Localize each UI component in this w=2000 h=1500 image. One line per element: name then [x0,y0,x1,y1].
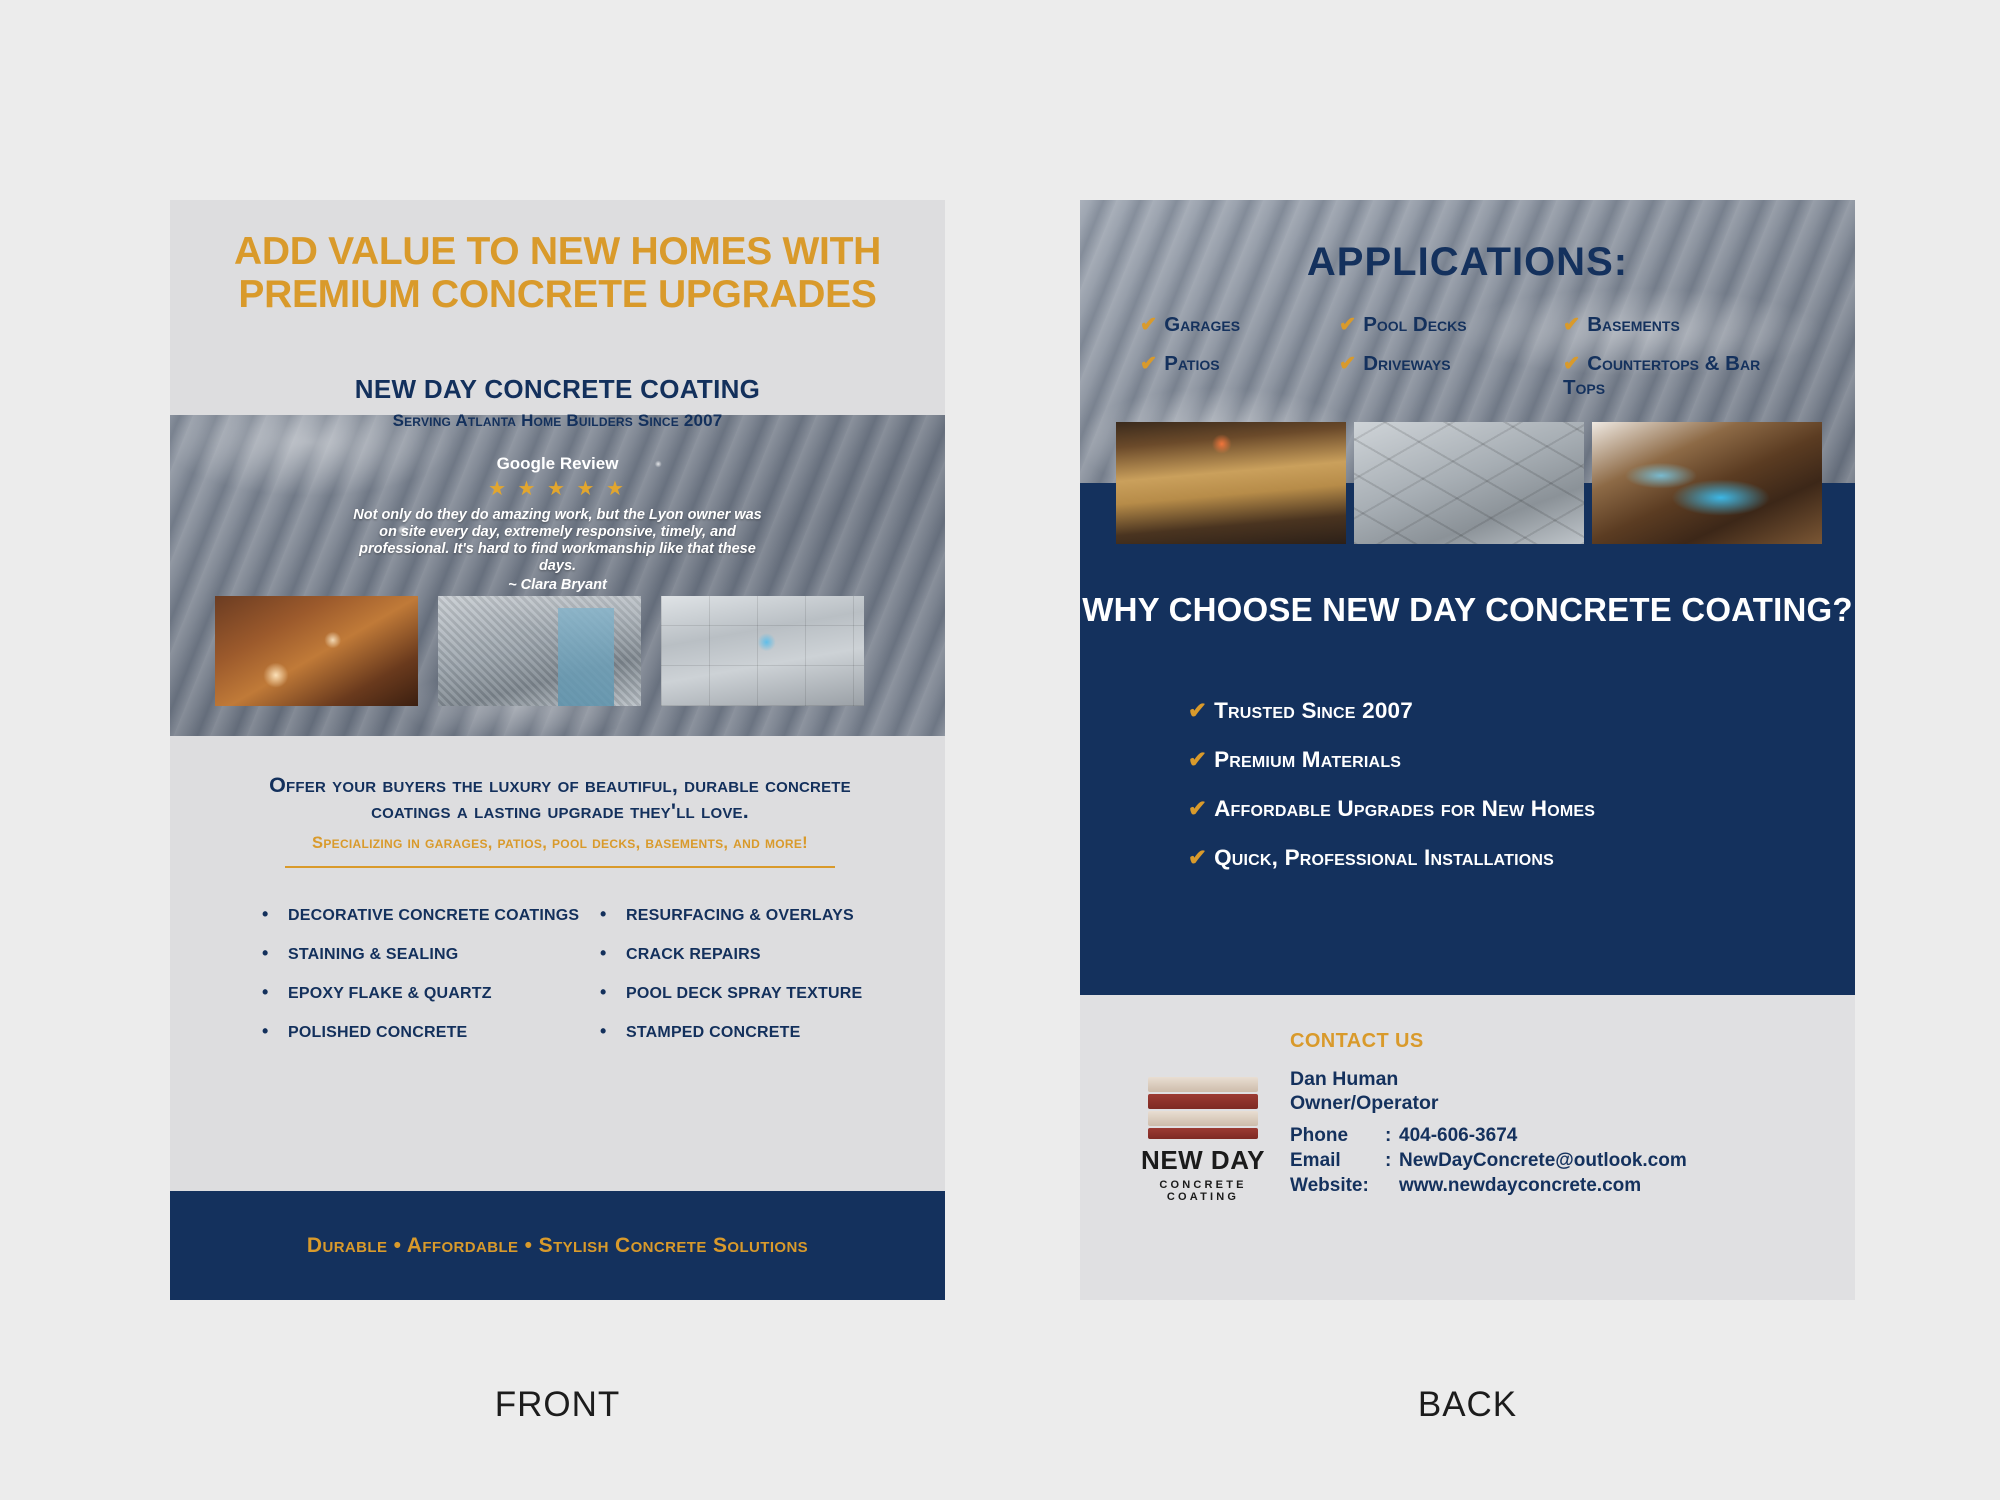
check-icon: ✔ [1140,313,1158,336]
review-text: Not only do they do amazing work, but the Lyon owner was on site every day, extremely responsive, timely, and professional. It's hard to find workmanship like that these days. [353,507,762,574]
why-item-label: Affordable Upgrades for New Homes [1214,796,1596,821]
service-label: POOL DECK SPRAY TEXTURE [626,985,863,1002]
review-source-label: Google Review [496,454,619,473]
bullet-icon: • [600,943,607,963]
front-header-panel [170,200,945,430]
check-icon: ✔ [1188,796,1208,821]
check-icon: ✔ [1563,352,1581,375]
check-icon: ✔ [1563,313,1581,336]
list-item [1339,351,1539,400]
check-icon: ✔ [1188,698,1208,723]
contact-person [1290,1067,1438,1115]
offer-statement: Offer your buyers the luxury of beautiful, durable concrete coatings a lasting upgrade they'll love. [269,773,851,823]
service-label: POLISHED CONCRETE [288,1024,468,1041]
bullet-icon: • [600,982,607,1002]
applications-list [1140,312,1800,400]
application-label: Patios [1164,352,1220,375]
project-photo-5 [1354,422,1584,544]
flyer-front [170,200,945,1300]
list-item [1188,796,1828,822]
website-value[interactable]: www.newdayconcrete.com [1399,1175,1642,1196]
contact-role: Owner/Operator [1290,1092,1439,1114]
bullet-icon: • [262,982,269,1002]
email-value[interactable]: NewDayConcrete@outlook.com [1399,1150,1687,1171]
contact-panel [1080,995,1855,1300]
google-review [170,454,945,593]
why-choose-list [1188,698,1828,894]
front-footer-text: Durable • Affordable • Stylish Concrete Solutions [306,1233,809,1257]
service-label: EPOXY FLAKE & QUARTZ [288,985,492,1002]
services-column-right [600,904,930,1060]
brand-tagline: Serving Atlanta Home Builders Since 2007 [392,411,723,430]
check-icon: ✔ [1140,352,1158,375]
check-icon: ✔ [1188,845,1208,870]
phone-label: Phone [1290,1125,1349,1146]
project-photo-6 [1592,422,1822,544]
list-item [262,943,592,964]
front-footer-bar [170,1191,945,1300]
list-item [1563,351,1798,400]
project-photo-1 [215,596,418,706]
contact-details [1290,1123,1687,1198]
contact-row-website [1290,1173,1687,1198]
review-author: ~ Clara Bryant [508,577,607,593]
service-label: DECORATIVE CONCRETE COATINGS [288,907,580,924]
list-item [1140,351,1315,400]
colon-separator: : [1385,1150,1392,1171]
contact-name: Dan Human [1290,1068,1399,1090]
check-icon: ✔ [1188,747,1208,772]
service-label: STAMPED CONCRETE [626,1024,801,1041]
page-title: ADD VALUE TO NEW HOMES WITH PREMIUM CONCRETE UPGRADES [234,230,881,316]
email-label: Email [1290,1150,1341,1171]
specializing-line: Specializing in garages, patios, pool decks, basements, and more! [312,834,808,852]
list-item [600,904,930,925]
website-label: Website: [1290,1175,1369,1196]
logo-mark-icon [1148,1077,1258,1139]
project-photo-2 [438,596,641,706]
brand-name: NEW DAY CONCRETE COATING [354,374,761,404]
logo [1128,1077,1278,1203]
why-item-label: Trusted Since 2007 [1214,698,1413,723]
service-label: CRACK REPAIRS [626,946,761,963]
caption-back: BACK [1417,1385,1518,1424]
list-item [1188,747,1828,773]
contact-row-email [1290,1148,1687,1173]
project-photo-3 [661,596,864,706]
phone-value[interactable]: 404-606-3674 [1399,1125,1518,1146]
front-body-panel [170,736,945,1191]
logo-subtitle: CONCRETE COATING [1159,1179,1247,1203]
list-item [600,1021,930,1042]
check-icon: ✔ [1339,352,1357,375]
list-item [262,1021,592,1042]
why-choose-panel [1080,483,1855,995]
list-item [1188,698,1828,724]
application-label: Basements [1587,313,1680,336]
contact-title: CONTACT US [1290,1030,1424,1052]
list-item [1563,312,1798,337]
application-label: Driveways [1363,352,1451,375]
list-item [1188,845,1828,871]
service-label: STAINING & SEALING [288,946,459,963]
application-label: Pool Decks [1363,313,1467,336]
back-photo-strip [1116,422,1822,544]
why-choose-title: WHY CHOOSE NEW DAY CONCRETE COATING? [1082,591,1853,628]
bullet-icon: • [600,1021,607,1041]
application-label: Countertops & Bar Tops [1563,352,1761,399]
list-item [600,943,930,964]
logo-name: NEW DAY [1141,1145,1265,1175]
caption-front: FRONT [494,1385,621,1424]
why-item-label: Premium Materials [1214,747,1402,772]
bullet-icon: • [262,1021,269,1041]
list-item [262,982,592,1003]
bullet-icon: • [600,904,607,924]
colon-separator [1385,1173,1399,1198]
colon-separator: : [1385,1125,1392,1146]
list-item [1140,312,1315,337]
list-item [1339,312,1539,337]
check-icon: ✔ [1339,313,1357,336]
flyer-back [1080,200,1855,1300]
project-photo-4 [1116,422,1346,544]
divider [285,866,835,868]
star-rating-icon: ★ ★ ★ ★ ★ [488,478,627,500]
service-label: RESURFACING & OVERLAYS [626,907,854,924]
bullet-icon: • [262,943,269,963]
services-column-left [262,904,592,1060]
list-item [600,982,930,1003]
contact-row-phone [1290,1123,1687,1148]
bullet-icon: • [262,904,269,924]
why-item-label: Quick, Professional Installations [1214,845,1555,870]
applications-title: APPLICATIONS: [1306,240,1629,284]
front-photo-band [170,444,945,736]
list-item [262,904,592,925]
application-label: Garages [1164,313,1241,336]
